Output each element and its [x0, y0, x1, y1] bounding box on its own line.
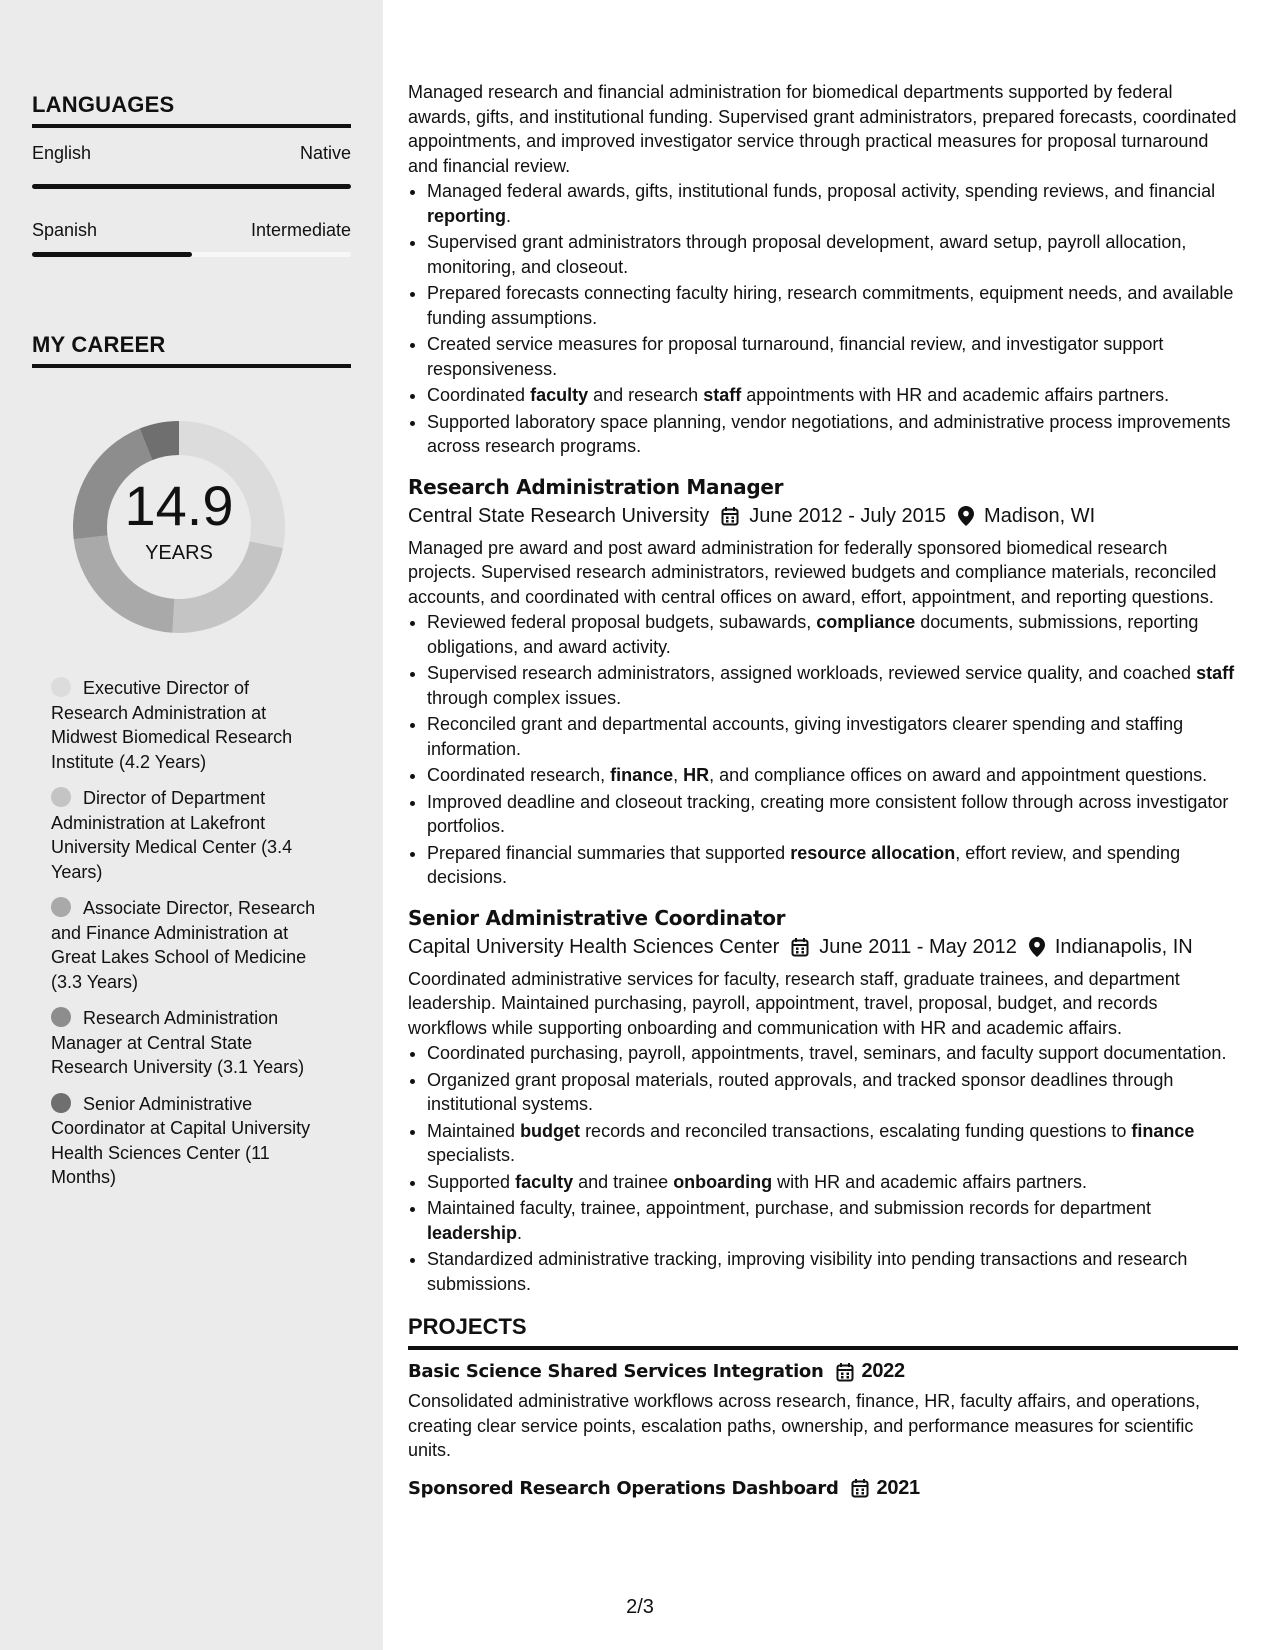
- career-legend-text: Research Administration Manager at Central State Research University (3.1 Years): [51, 1008, 305, 1077]
- career-legend-item: [51, 786, 331, 884]
- career-donut-chart: [66, 414, 292, 640]
- career-total-unit: YEARS: [145, 542, 213, 564]
- bullet-item: • Standardized administrative tracking, improving visibility into pending transactions and research submissions.: [427, 1247, 1238, 1296]
- legend-dot: [51, 787, 71, 807]
- bullet-item: • Supervised grant administrators through proposal development, award setup, payroll allocation, monitoring, and closeout.: [427, 230, 1238, 279]
- career-legend-text: Director of Department Administration at Lakefront University Medical Center (3.4 Years): [51, 788, 293, 882]
- bullet-item: • Supported laboratory space planning, vendor negotiations, and administrative process improvements across research programs.: [427, 410, 1238, 459]
- project-title-row: [408, 1477, 1238, 1500]
- bullet-item: • Supported faculty and trainee onboarding with HR and academic affairs partners.: [427, 1170, 1238, 1195]
- project-title: Basic Science Shared Services Integration: [408, 1361, 824, 1382]
- language-row-spanish: [32, 220, 351, 241]
- job-location: Madison, WI: [984, 504, 1096, 527]
- career-legend-item: [51, 1006, 331, 1080]
- job-location: Indianapolis, IN: [1054, 935, 1193, 958]
- career-legend-text: Executive Director of Research Administration at Midwest Biomedical Research Institute (4.2 Years): [51, 678, 293, 772]
- career-legend-item: [51, 896, 331, 994]
- bullet-item: • Managed federal awards, gifts, institutional funds, proposal activity, spending reviews, and financial reporting.: [427, 179, 1238, 228]
- language-bar-english: [32, 184, 351, 189]
- projects-heading: PROJECTS: [408, 1314, 1238, 1350]
- bullet-item: • Reviewed federal proposal budgets, subawards, compliance documents, submissions, reporting obligations, and award activity.: [427, 610, 1238, 659]
- calendar-icon: [836, 1362, 854, 1382]
- map-pin-icon: [1029, 937, 1045, 957]
- career-legend-text: Associate Director, Research and Finance Administration at Great Lakes School of Medicine (3.3 Years): [51, 898, 316, 992]
- career-legend-item: [51, 676, 331, 774]
- bullet-item: • Prepared forecasts connecting faculty hiring, research commitments, equipment needs, and available funding assumptions.: [427, 281, 1238, 330]
- career-legend-text: Senior Administrative Coordinator at Capital University Health Sciences Center (11 Months): [51, 1093, 311, 1187]
- legend-dot: [51, 1007, 71, 1027]
- job-summary: Managed pre award and post award administration for federally sponsored biomedical research projects. Supervised research administrators, reviewed budgets and compliance materials, reconciled accounts, and coordinated with central offices on award, effort, appointment, and reporting questions.: [408, 537, 1217, 607]
- job-entry: [408, 906, 1238, 1297]
- language-bar-spanish: [32, 252, 351, 257]
- language-bar-fill: [32, 184, 351, 189]
- bullet-item: • Created service measures for proposal turnaround, financial review, and investigator support responsiveness.: [427, 332, 1238, 381]
- sidebar: [0, 0, 383, 1650]
- legend-dot: [51, 897, 71, 917]
- intro-bullets: [408, 179, 1238, 459]
- bullet-item: • Maintained faculty, trainee, appointment, purchase, and submission records for department leadership.: [427, 1196, 1238, 1245]
- job-title: Research Administration Manager: [408, 474, 784, 499]
- legend-dot: [51, 1093, 71, 1113]
- job-meta: [408, 936, 1238, 959]
- career-legend-item: [51, 1092, 331, 1190]
- bullet-item: • Prepared financial summaries that supported resource allocation, effort review, and spending decisions.: [427, 841, 1238, 890]
- job-summary: Coordinated administrative services for faculty, research staff, graduate trainees, and department leadership. Maintained purchasing, payroll, appointment, travel, proposal, budget, and records workflows while supporting onboarding and communication with HR and academic affairs.: [408, 968, 1180, 1038]
- job-bullets: [408, 1041, 1238, 1296]
- page-number: 2/3: [626, 1596, 654, 1618]
- legend-dot: [51, 677, 71, 697]
- job-entry: [408, 475, 1238, 890]
- bullet-item: • Supervised research administrators, assigned workloads, reviewed service quality, and coached staff through complex issues.: [427, 661, 1238, 710]
- language-level: Native: [299, 143, 351, 163]
- career-heading: MY CAREER: [32, 332, 351, 368]
- bullet-item: • Coordinated research, finance, HR, and compliance offices on award and appointment questions.: [427, 763, 1238, 788]
- bullet-item: • Coordinated purchasing, payroll, appointments, travel, seminars, and faculty support documentation.: [427, 1041, 1238, 1066]
- calendar-icon: [791, 937, 809, 957]
- project-entry: [408, 1477, 1238, 1500]
- language-name: Spanish: [32, 220, 98, 240]
- main-content: [408, 80, 1238, 1506]
- job-dates: June 2011 - May 2012: [819, 935, 1017, 958]
- job-title: Senior Administrative Coordinator: [408, 905, 786, 930]
- bullet-item: • Maintained budget records and reconciled transactions, escalating funding questions to finance specialists.: [427, 1119, 1238, 1168]
- job-dates: June 2012 - July 2015: [749, 504, 947, 527]
- job-bullets: [408, 610, 1238, 890]
- project-description: Consolidated administrative workflows across research, finance, HR, faculty affairs, and operations, creating clear service points, escalation paths, ownership, and performance measures for scientific units.: [408, 1391, 1201, 1460]
- calendar-icon: [851, 1478, 869, 1498]
- project-year: 2021: [876, 1476, 920, 1499]
- language-bar-fill: [32, 252, 192, 257]
- languages-heading: LANGUAGES: [32, 92, 351, 128]
- language-level: Intermediate: [250, 220, 351, 240]
- job-meta: [408, 505, 1238, 528]
- intro-summary: Managed research and financial administration for biomedical departments supported by federal awards, gifts, and institutional funding. Supervised grant administrators, prepared forecasts, coordinated appointments, and improved investigator service through practical measures for proposal turnaround and financial review.: [408, 82, 1237, 176]
- bullet-item: • Improved deadline and closeout tracking, creating more consistent follow through across investigator portfolios.: [427, 790, 1238, 839]
- job-company: Central State Research University: [408, 504, 710, 527]
- map-pin-icon: [958, 506, 974, 526]
- bullet-item: • Organized grant proposal materials, routed approvals, and tracked sponsor deadlines through institutional systems.: [427, 1068, 1238, 1117]
- bullet-item: • Coordinated faculty and research staff appointments with HR and academic affairs partners.: [427, 383, 1238, 408]
- language-name: English: [32, 143, 92, 163]
- bullet-item: • Reconciled grant and departmental accounts, giving investigators clearer spending and staffing information.: [427, 712, 1238, 761]
- career-legend: [51, 676, 331, 1202]
- project-year: 2022: [861, 1360, 905, 1382]
- language-row-english: [32, 143, 351, 164]
- project-title-row: [408, 1360, 1238, 1383]
- career-total-years: 14.9: [124, 474, 234, 537]
- calendar-icon: [721, 506, 739, 526]
- project-entry: [408, 1360, 1238, 1463]
- project-title: Sponsored Research Operations Dashboard: [408, 1477, 839, 1499]
- job-company: Capital University Health Sciences Center: [408, 935, 780, 958]
